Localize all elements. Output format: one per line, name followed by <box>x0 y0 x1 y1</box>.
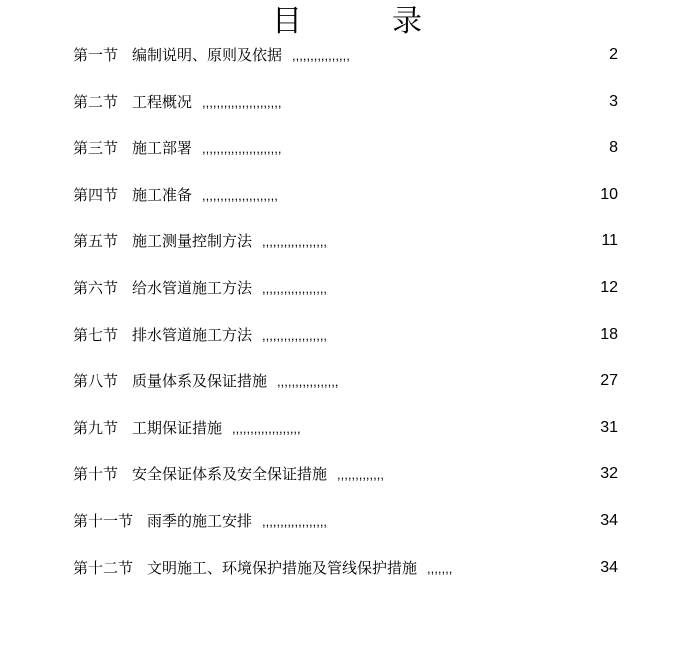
toc-page-number: 34 <box>600 511 618 529</box>
toc-section-title: 给水管道施工方法 <box>132 278 253 297</box>
toc-leader: ,,,,,,,,,,,,,,,,,, <box>262 513 328 529</box>
toc-leader: ,,,,,,,,,,,,,,,,,,, <box>232 420 301 436</box>
toc-leader: ,,,,,,,,,,,,,,,,,,,,, <box>202 187 278 203</box>
toc-page-number: 12 <box>600 278 618 296</box>
toc-section-number: 第八节 <box>73 372 119 391</box>
toc-leader: ,,,,,,, <box>427 560 453 576</box>
toc-section-title: 施工准备 <box>132 185 193 204</box>
toc-row <box>73 42 618 89</box>
toc-section-number: 第九节 <box>73 418 119 437</box>
toc-page-number: 34 <box>600 558 618 576</box>
toc-section-title: 编制说明、原则及依据 <box>132 46 283 64</box>
table-of-contents <box>73 42 618 601</box>
toc-page-number: 18 <box>600 325 618 343</box>
toc-row <box>73 182 618 229</box>
toc-section-number: 第十节 <box>73 465 119 484</box>
toc-section-number: 第十一节 <box>73 511 134 530</box>
toc-section-title: 质量体系及保证措施 <box>132 372 268 391</box>
toc-section-title: 工期保证措施 <box>132 418 223 437</box>
toc-page-number: 31 <box>600 418 618 436</box>
toc-page-number: 3 <box>609 92 618 110</box>
toc-section-number: 第一节 <box>73 46 119 64</box>
toc-section-number: 第五节 <box>73 232 119 251</box>
toc-leader: ,,,,,,,,,,,,,,,,,, <box>262 280 328 296</box>
toc-section-title: 施工部署 <box>132 139 193 158</box>
toc-section-title: 雨季的施工安排 <box>147 511 253 530</box>
toc-page-number: 11 <box>601 232 618 250</box>
toc-section-number: 第四节 <box>73 185 119 204</box>
toc-section-title: 文明施工、环境保护措施及管线保护措施 <box>147 558 418 577</box>
toc-row <box>73 508 618 555</box>
toc-page-number: 32 <box>600 465 618 483</box>
toc-row <box>73 368 618 415</box>
toc-row <box>73 89 618 136</box>
toc-section-number: 第六节 <box>73 278 119 297</box>
toc-leader: ,,,,,,,,,,,,,,,,,,,,,, <box>202 94 282 110</box>
toc-row <box>73 135 618 182</box>
toc-section-number: 第十二节 <box>73 558 134 577</box>
toc-row <box>73 555 618 602</box>
toc-section-number: 第七节 <box>73 325 119 344</box>
toc-section-title: 排水管道施工方法 <box>132 325 253 344</box>
toc-leader: ,,,,,,,,,,,,,,,,,, <box>262 234 328 250</box>
toc-leader: ,,,,,,,,,,,,,,,, <box>292 48 350 63</box>
toc-section-title: 施工测量控制方法 <box>132 232 253 251</box>
toc-page-number: 8 <box>609 139 618 157</box>
page-title <box>0 2 696 42</box>
toc-section-title: 安全保证体系及安全保证措施 <box>132 465 328 484</box>
toc-section-number: 第二节 <box>73 92 119 111</box>
toc-row <box>73 461 618 508</box>
toc-leader: ,,,,,,,,,,,,, <box>337 467 384 483</box>
toc-page-number: 27 <box>600 372 618 390</box>
toc-row <box>73 415 618 462</box>
toc-page-number: 2 <box>609 46 618 63</box>
toc-row <box>73 322 618 369</box>
toc-row <box>73 275 618 322</box>
toc-leader: ,,,,,,,,,,,,,,,,, <box>277 374 339 390</box>
toc-section-title: 工程概况 <box>132 92 193 111</box>
toc-leader: ,,,,,,,,,,,,,,,,,, <box>262 327 328 343</box>
toc-section-number: 第三节 <box>73 139 119 158</box>
toc-row <box>73 228 618 275</box>
title-char-left: 目 <box>272 4 304 39</box>
title-char-right: 录 <box>392 4 424 39</box>
toc-page-number: 10 <box>600 185 618 203</box>
toc-leader: ,,,,,,,,,,,,,,,,,,,,,, <box>202 141 282 157</box>
